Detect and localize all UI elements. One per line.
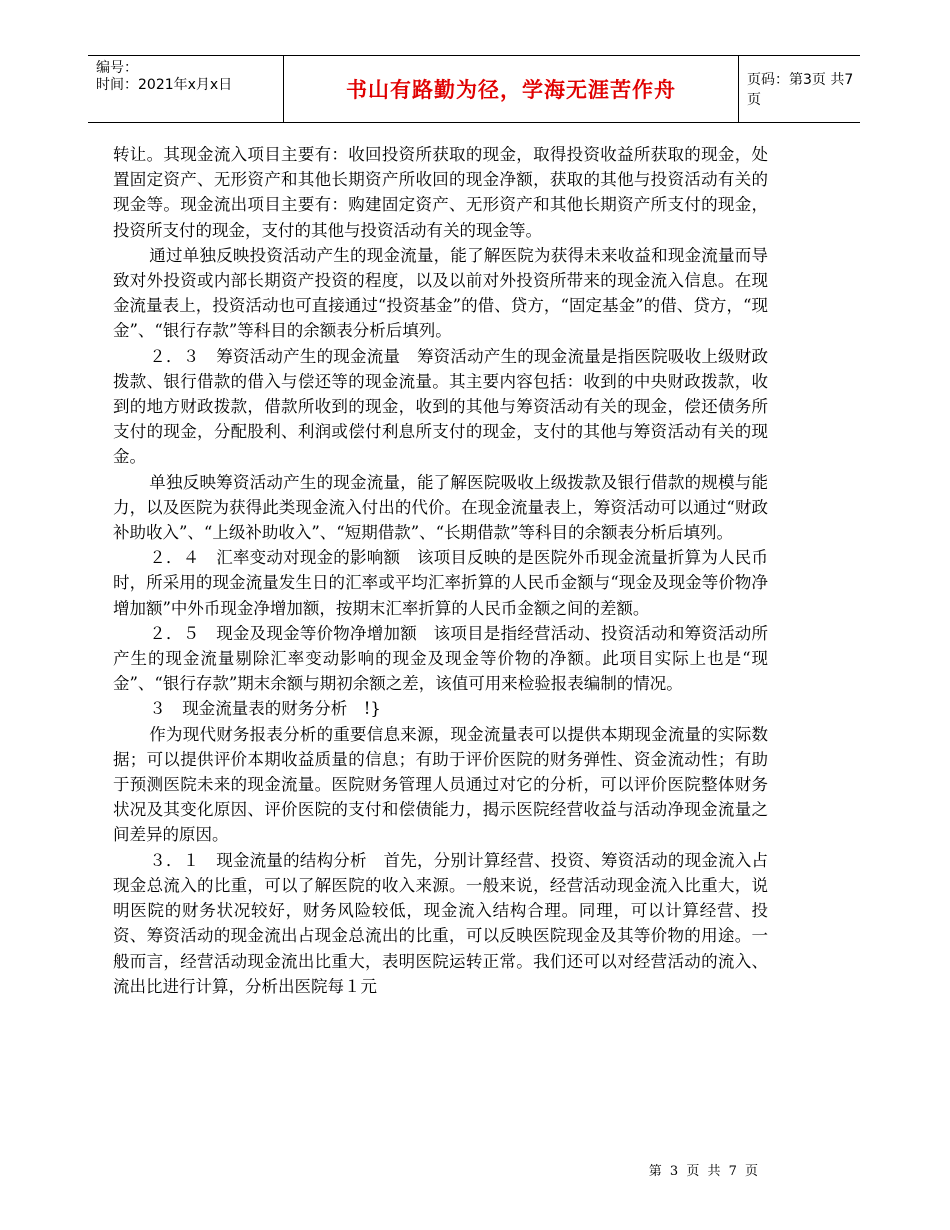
section-3-1: ３．１ 现金流量的结构分析 首先，分别计算经营、投资、筹资活动的现金流入占现金总流入的比重，可以了解医院的收入来源。一般来说，经营活动现金流入比重大，说明医院的财务状况较好，财务风险较低，现金流入结构合理。同理，可以计算经营、投资、筹资活动的现金流出占现金总流出的比重，可以反映医院现金及其等价物的用途。一般而言，经营活动现金流出比重大，表明医院运转正常。我们还可以对经营活动的流入、流出比进行计算，分析出医院每１元 [113, 850, 768, 996]
section-3-heading: ３ 现金流量表的财务分析 !} [149, 699, 381, 719]
header-motto: 书山有路勤为径，学海无涯苦作舟 [284, 56, 739, 122]
document-number-label: 编号： [96, 60, 138, 76]
header-page-info: 页码：第3页 共7页 [747, 72, 854, 108]
section-2-5: ２．５ 现金及现金等价物净增加额 该项目是指经营活动、投资活动和筹资活动所产生的现金流量剔除汇率变动影响的现金及现金等价物的净额。此项目实际上也是“现金”、“银行存款”期末余额与期初余额之差，该值可用来检验报表编制的情况。 [113, 623, 768, 694]
section-2-4: ２．４ 汇率变动对现金的影响额 该项目反映的是医院外币现金流量折算为人民币时，所采用的现金流量发生日的汇率或平均汇率折算的人民币金额与“现金及现金等价物净增加额”中外币现金净增加额，按期末汇率折算的人民币金额之间的差额。 [113, 548, 768, 618]
paragraph-8: 作为现代财务报表分析的重要信息来源，现金流量表可以提供本期现金流量的实际数据；可以提供评价本期收益质量的信息；有助于评价医院的财务弹性、资金流动性；有助于预测医院未来的现金流量。医院财务管理人员通过对它的分析，可以评价医院整体财务状况及其变化原因、评价医院的支付和偿债能力，揭示医院经营收益与活动净现金流量之间差异的原因。 [113, 724, 768, 845]
paragraph-1: 转让。其现金流入项目主要有：收回投资所获取的现金，取得投资收益所获取的现金，处置固定资产、无形资产和其他长期资产所收回的现金净额，获取的其他与投资活动有关的现金等。现金流出项目主要有：购建固定资产、无形资产和其他长期资产所支付的现金，投资所支付的现金，支付的其他与投资活动有关的现金等。 [113, 145, 768, 240]
section-2-3: ２．３ 筹资活动产生的现金流量 筹资活动产生的现金流量是指医院吸收上级财政拨款、银行借款的借入与偿还等的现金流量。其主要内容包括：收到的中央财政拨款，收到的地方财政拨款，借款所收到的现金，收到的其他与筹资活动有关的现金，偿还债务所支付的现金，分配股利、利润或偿付利息所支付的现金，支付的其他与筹资活动有关的现金。 [113, 346, 768, 467]
page-header [88, 55, 860, 123]
header-left [88, 56, 284, 122]
paragraph-2: 通过单独反映投资活动产生的现金流量，能了解医院为获得未来收益和现金流量而导致对外投资或内部长期资产投资的程度，以及以前对外投资所带来的现金流入信息。在现金流量表上，投资活动也可直接通过“投资基金”的借、贷方，“固定基金”的借、贷方，“现金”、“银行存款”等科目的余额表分析后填列。 [113, 245, 768, 341]
page-footer: 第 3 页 共 7 页 [648, 1164, 760, 1179]
paragraph-4: 单独反映筹资活动产生的现金流量，能了解医院吸收上级拨款及银行借款的规模与能力，以及医院为获得此类现金流入付出的代价。在现金流量表上，筹资活动可以通过“财政补助收入”、“上级补助收入”、“短期借款”、“长期借款”等科目的余额表分析后填列。 [113, 472, 768, 543]
document-body [113, 142, 768, 999]
document-time-label: 时间：2021年x月x日 [96, 77, 233, 93]
